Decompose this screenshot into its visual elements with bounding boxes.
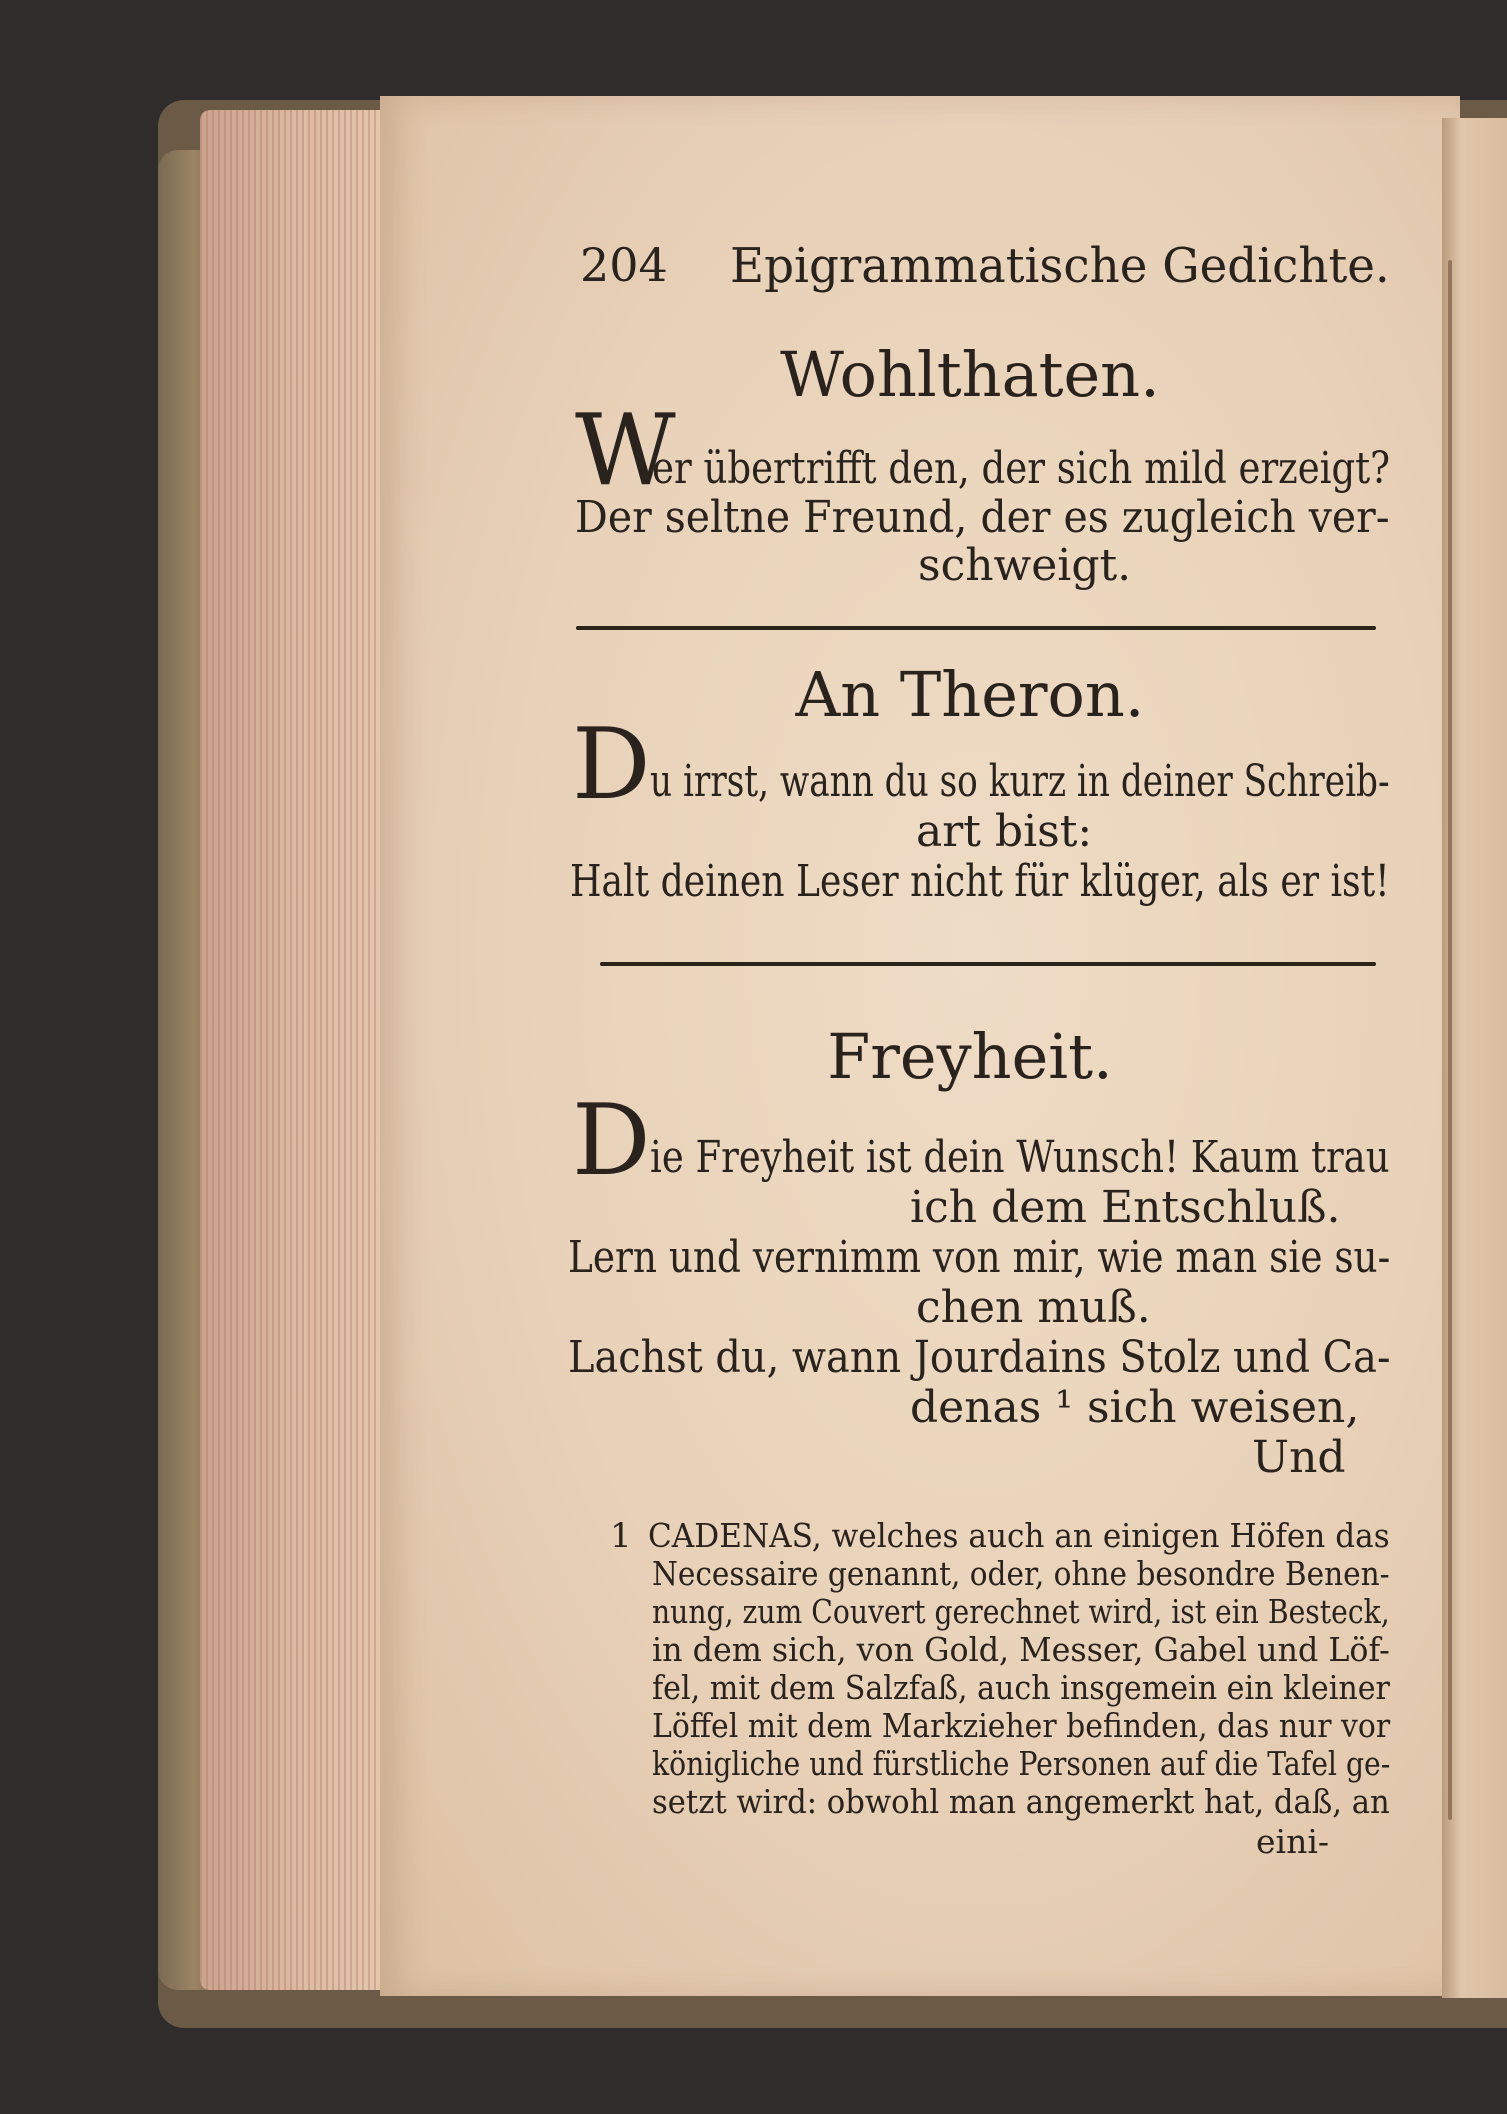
footnote-line: königliche und fürstliche Personen auf die Tafel ge- — [652, 1744, 1391, 1783]
poem-title: An Theron. — [795, 658, 1145, 731]
verse-line: ie Freyheit ist dein Wunsch! Kaum trau — [650, 1132, 1390, 1183]
verse-line: chen muß. — [916, 1282, 1151, 1333]
verse-line: Lern und vernimm von mir, wie man sie su- — [568, 1232, 1391, 1283]
footnote-line: in dem sich, von Gold, Messer, Gabel und Löf- — [652, 1630, 1390, 1669]
footnote-line: CADENAS, welches auch an einigen Höfen das — [648, 1516, 1390, 1555]
verse-line: ich dem Entschluß. — [910, 1182, 1341, 1233]
verse-line: er übertrifft den, der sich mild erzeigt? — [652, 443, 1391, 494]
catchword: Und — [1252, 1432, 1346, 1483]
section-divider — [576, 626, 1376, 630]
section-divider — [600, 962, 1376, 966]
verse-line: Halt deinen Leser nicht für klüger, als er ist! — [570, 856, 1390, 907]
footnote-line: nung, zum Couvert gerechnet wird, ist ein Besteck, — [652, 1592, 1390, 1631]
drop-cap: W — [575, 394, 676, 508]
footnote-marker: 1 — [610, 1516, 632, 1556]
verse-line: denas ¹ sich weisen, — [910, 1382, 1360, 1433]
footnote-line: Necessaire genannt, oder, ohne besondre Benen- — [652, 1554, 1390, 1593]
page-number: 204 — [580, 238, 668, 292]
drop-cap: D — [572, 708, 651, 822]
footnote-line: fel, mit dem Salzfaß, auch insgemein ein kleiner — [652, 1668, 1390, 1707]
page-edges — [200, 110, 390, 1990]
verse-line: Der seltne Freund, der es zugleich ver- — [575, 492, 1390, 543]
verse-line: schweigt. — [918, 540, 1132, 591]
footnote-line: Löffel mit dem Markzieher befinden, das nur vor — [652, 1706, 1391, 1745]
verse-line: Lachst du, wann Jourdains Stolz und Ca- — [568, 1332, 1391, 1383]
footnote-catchword: eini- — [1256, 1822, 1330, 1861]
poem-title: Freyheit. — [827, 1020, 1113, 1093]
footnote-line: setzt wird: obwohl man angemerkt hat, daß, an — [652, 1782, 1390, 1821]
drop-cap: D — [572, 1084, 651, 1198]
poem-title: Wohlthaten. — [780, 338, 1160, 411]
verse-line: u irrst, wann du so kurz in deiner Schreib- — [650, 756, 1390, 807]
running-title: Epigrammatische Gedichte. — [730, 238, 1390, 294]
verse-line: art bist: — [916, 806, 1093, 857]
